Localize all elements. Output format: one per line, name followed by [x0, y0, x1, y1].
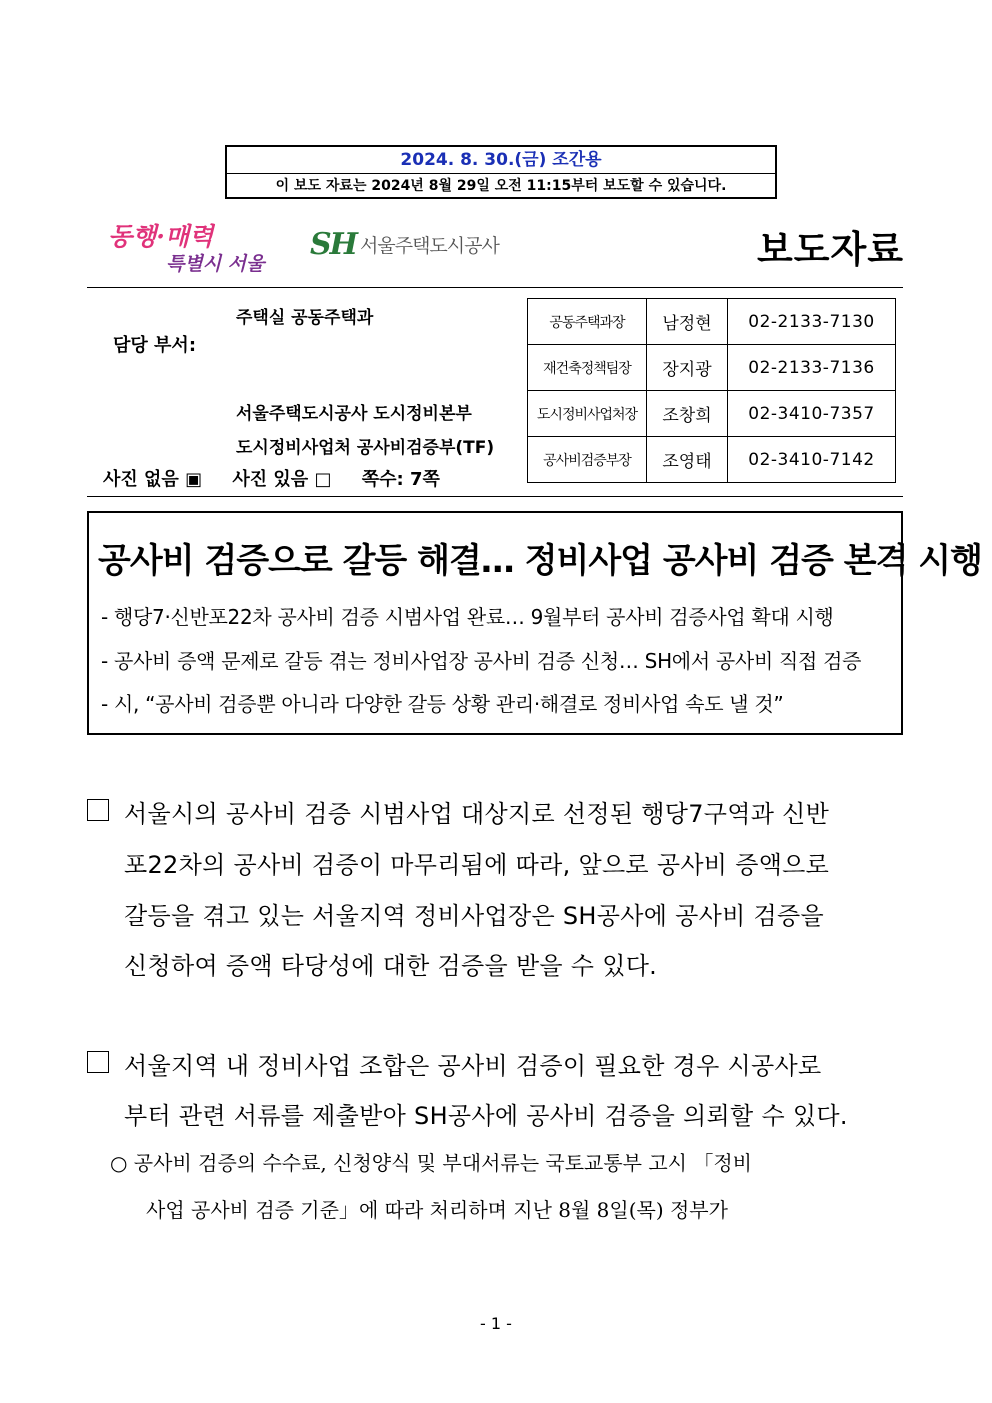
sh-logo-mark: SH [310, 226, 357, 262]
photo-page-info [103, 465, 464, 491]
contact-table [527, 298, 896, 483]
embargo-box [225, 145, 777, 199]
contact-row [528, 345, 896, 391]
contact-phone: 02-3410-7142 [728, 437, 896, 483]
department-name-3: 도시정비사업처 공사비검증부(TF) [236, 438, 495, 458]
sh-logo-name: 서울주택도시공사 [360, 234, 499, 257]
bullet-square-icon [87, 1051, 109, 1073]
subhead-3: - 시, “공사비 검증뿐 아니라 다양한 갈등 상황 관리·해결로 정비사업 속도 낼 것” [101, 692, 784, 716]
sub-item-line: ○ 공사비 검증의 수수료, 신청양식 및 부대서류는 국토교통부 고시 「정비 [110, 1151, 752, 1175]
contact-phone: 02-3410-7357 [728, 391, 896, 437]
page-number: - 1 - [480, 1314, 512, 1333]
subhead-1: - 행당7·신반포22차 공사비 검증 시범사업 완료… 9월부터 공사비 검증사업 확대 시행 [101, 605, 834, 629]
contact-role: 공사비검증부장 [528, 437, 647, 483]
body-line: 서울시의 공사비 검증 시범사업 대상지로 선정된 행당7구역과 신반 [124, 800, 830, 828]
contact-row [528, 299, 896, 345]
contact-role: 도시정비사업처장 [528, 391, 647, 437]
body-line: 신청하여 증액 타당성에 대한 검증을 받을 수 있다. [124, 952, 658, 980]
sub-item-line: 사업 공사비 검증 기준」에 따라 처리하며 지난 8월 8일(목) 정부가 [146, 1198, 728, 1222]
seoul-slogan-logo [106, 218, 270, 274]
department-label: 담당 부서: [113, 335, 197, 356]
sh-logo [310, 224, 499, 264]
contact-name: 조창희 [647, 391, 728, 437]
embargo-note: 이 보도 자료는 2024년 8월 29일 오전 11:15부터 보도할 수 있습니다. [275, 178, 727, 194]
page-count: 쪽수: 7쪽 [361, 469, 440, 490]
department-name-2: 서울주택도시공사 도시정비본부 [236, 404, 472, 424]
seoul-logo-line1: 동행·매력 [108, 222, 214, 251]
body-line: 부터 관련 서류를 제출받아 SH공사에 공사비 검증을 의뢰할 수 있다. [124, 1102, 848, 1130]
contact-row [528, 437, 896, 483]
body-line: 서울지역 내 정비사업 조합은 공사비 검증이 필요한 경우 시공사로 [124, 1052, 822, 1080]
contact-role: 재건축정책팀장 [528, 345, 647, 391]
contact-role: 공동주택과장 [528, 299, 647, 345]
bullet-square-icon [87, 799, 109, 821]
contact-phone: 02-2133-7130 [728, 299, 896, 345]
department-name-1: 주택실 공동주택과 [236, 308, 374, 328]
contact-row [528, 391, 896, 437]
contact-name: 장지광 [647, 345, 728, 391]
press-release-title: 보도자료 [757, 228, 904, 271]
headline-box [87, 511, 982, 735]
top-divider [87, 287, 903, 288]
middle-divider [87, 496, 903, 497]
contact-name: 남정현 [647, 299, 728, 345]
subhead-2: - 공사비 증액 문제로 갈등 겪는 정비사업장 공사비 검증 신청… SH에서 공사비 직접 검증 [101, 649, 862, 673]
embargo-date: 2024. 8. 30.(금) 조간용 [227, 147, 775, 174]
contact-name: 조영태 [647, 437, 728, 483]
has-photo-indicator: 사진 있음 □ [232, 469, 332, 490]
headline: 공사비 검증으로 갈등 해결… 정비사업 공사비 검증 본격 시행 [98, 541, 982, 581]
no-photo-indicator: 사진 없음 ▣ [103, 469, 203, 490]
seoul-logo-line2: 특별시 서울 [166, 253, 265, 274]
body-line: 갈등을 겪고 있는 서울지역 정비사업장은 SH공사에 공사비 검증을 [124, 902, 824, 930]
contact-phone: 02-2133-7136 [728, 345, 896, 391]
body-line: 포22차의 공사비 검증이 마무리됨에 따라, 앞으로 공사비 증액으로 [124, 851, 830, 879]
